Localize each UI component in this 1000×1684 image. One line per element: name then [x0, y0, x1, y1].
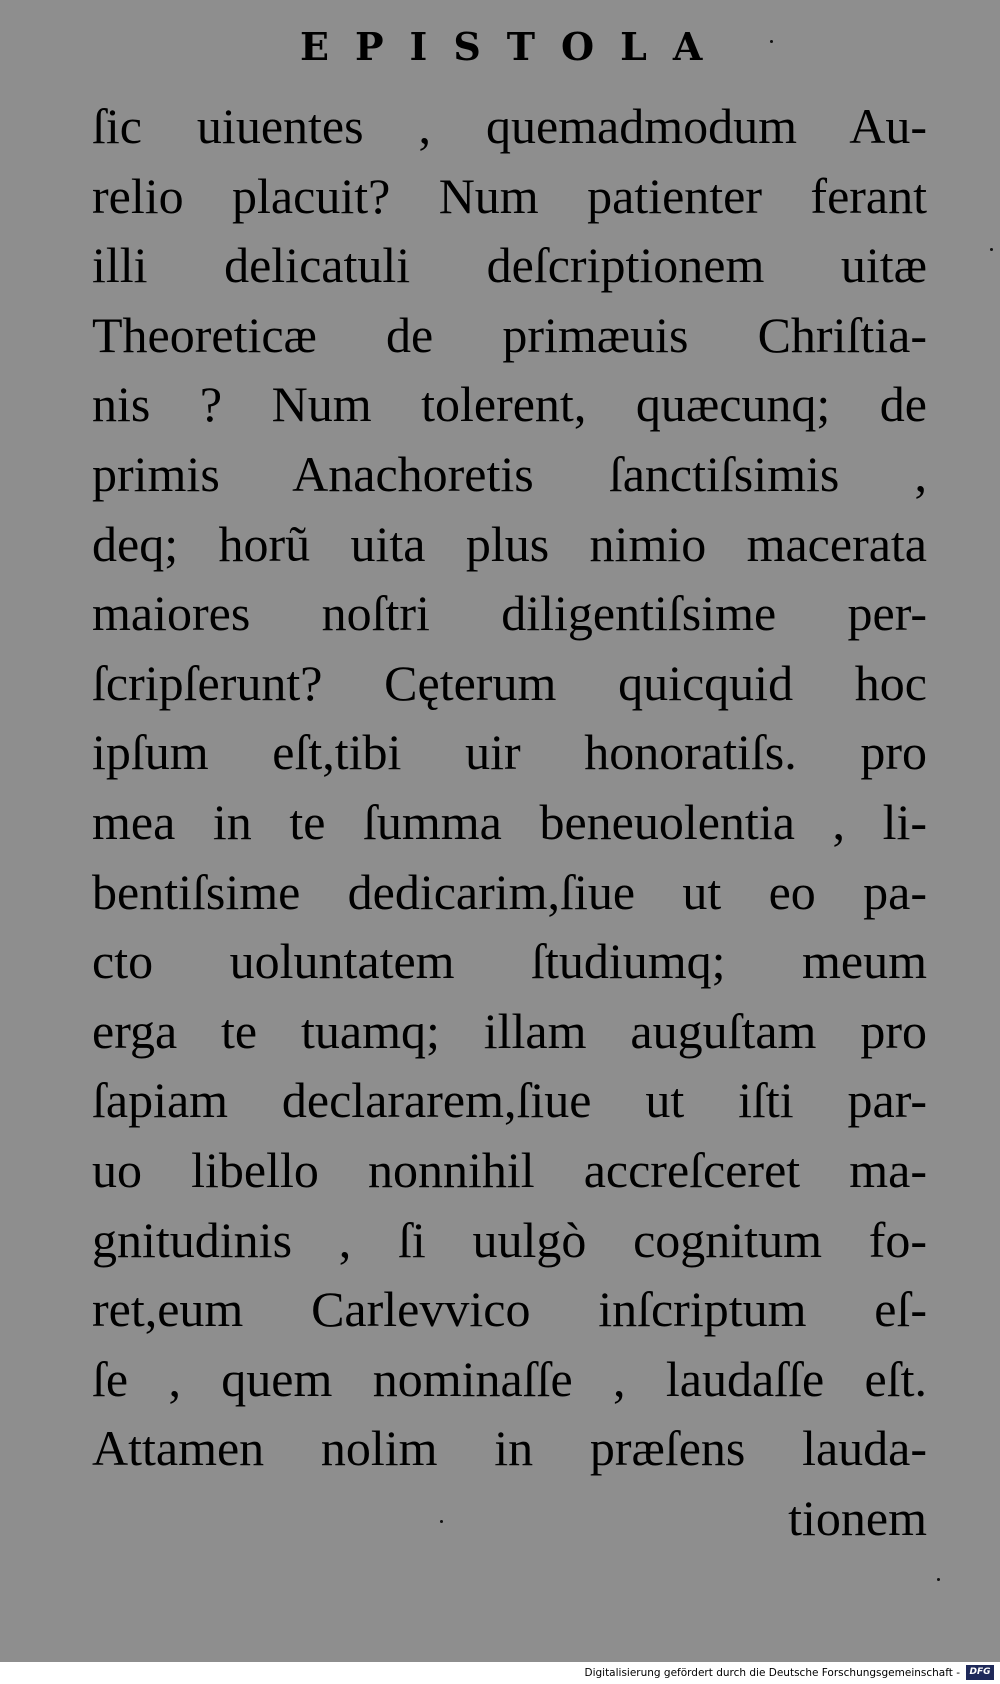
text-line: maiores noſtri diligentiſsime per- [92, 585, 927, 642]
text-line: mea in te ſumma beneuolentia , li- [92, 793, 927, 850]
text-line: ſcripſerunt? Cęterum quicquid hoc [92, 654, 927, 711]
text-line: ſapiam declararem,ſiue ut iſti par- [92, 1072, 927, 1129]
body-text [92, 92, 927, 1547]
text-line: illi delicatuli deſcriptionem uitæ [92, 237, 927, 294]
ink-speck [937, 1578, 940, 1581]
dfg-logo: DFG [966, 1665, 994, 1680]
text-line: deq; horũ uita plus nimio macerata [92, 515, 927, 572]
text-line: nis ? Num tolerent, quæcunq; de [92, 376, 927, 433]
text-line: bentiſsime dedicarim,ſiue ut eo pa- [92, 863, 927, 920]
funding-note: Digitalisierung gefördert durch die Deutsche Forschungsgemeinschaft - [584, 1667, 960, 1679]
ink-speck [770, 40, 773, 43]
text-line: Theoreticæ de primæuis Chriſtia- [92, 306, 927, 363]
text-line: ret,eum Carlevvico inſcriptum eſ- [92, 1281, 927, 1338]
text-line: Attamen nolim in præſens lauda- [92, 1420, 927, 1477]
text-line: ipſum eſt,tibi uir honoratiſs. pro [92, 724, 927, 781]
text-line: uo libello nonnihil accreſceret ma- [92, 1141, 927, 1198]
text-line: cto uoluntatem ſtudiumq; meum [92, 933, 927, 990]
ink-speck [440, 1520, 443, 1523]
ink-speck [990, 248, 993, 251]
text-line: relio placuit? Num patienter ferant [92, 167, 927, 224]
catchword: tionem [788, 1489, 927, 1546]
text-line: ſe , quem nominaſſe , laudaſſe eſt. [92, 1350, 927, 1407]
text-line: primis Anachoretis ſanctiſsimis , [92, 445, 927, 502]
text-line: erga te tuamq; illam auguſtam pro [92, 1002, 927, 1059]
text-line: ſic uiuentes , quemadmodum Au- [92, 98, 927, 154]
footer-bar [0, 1662, 1000, 1684]
running-head: EPISTOLA [300, 24, 729, 69]
text-line: gnitudinis , ſi uulgò cognitum fo- [92, 1211, 927, 1268]
